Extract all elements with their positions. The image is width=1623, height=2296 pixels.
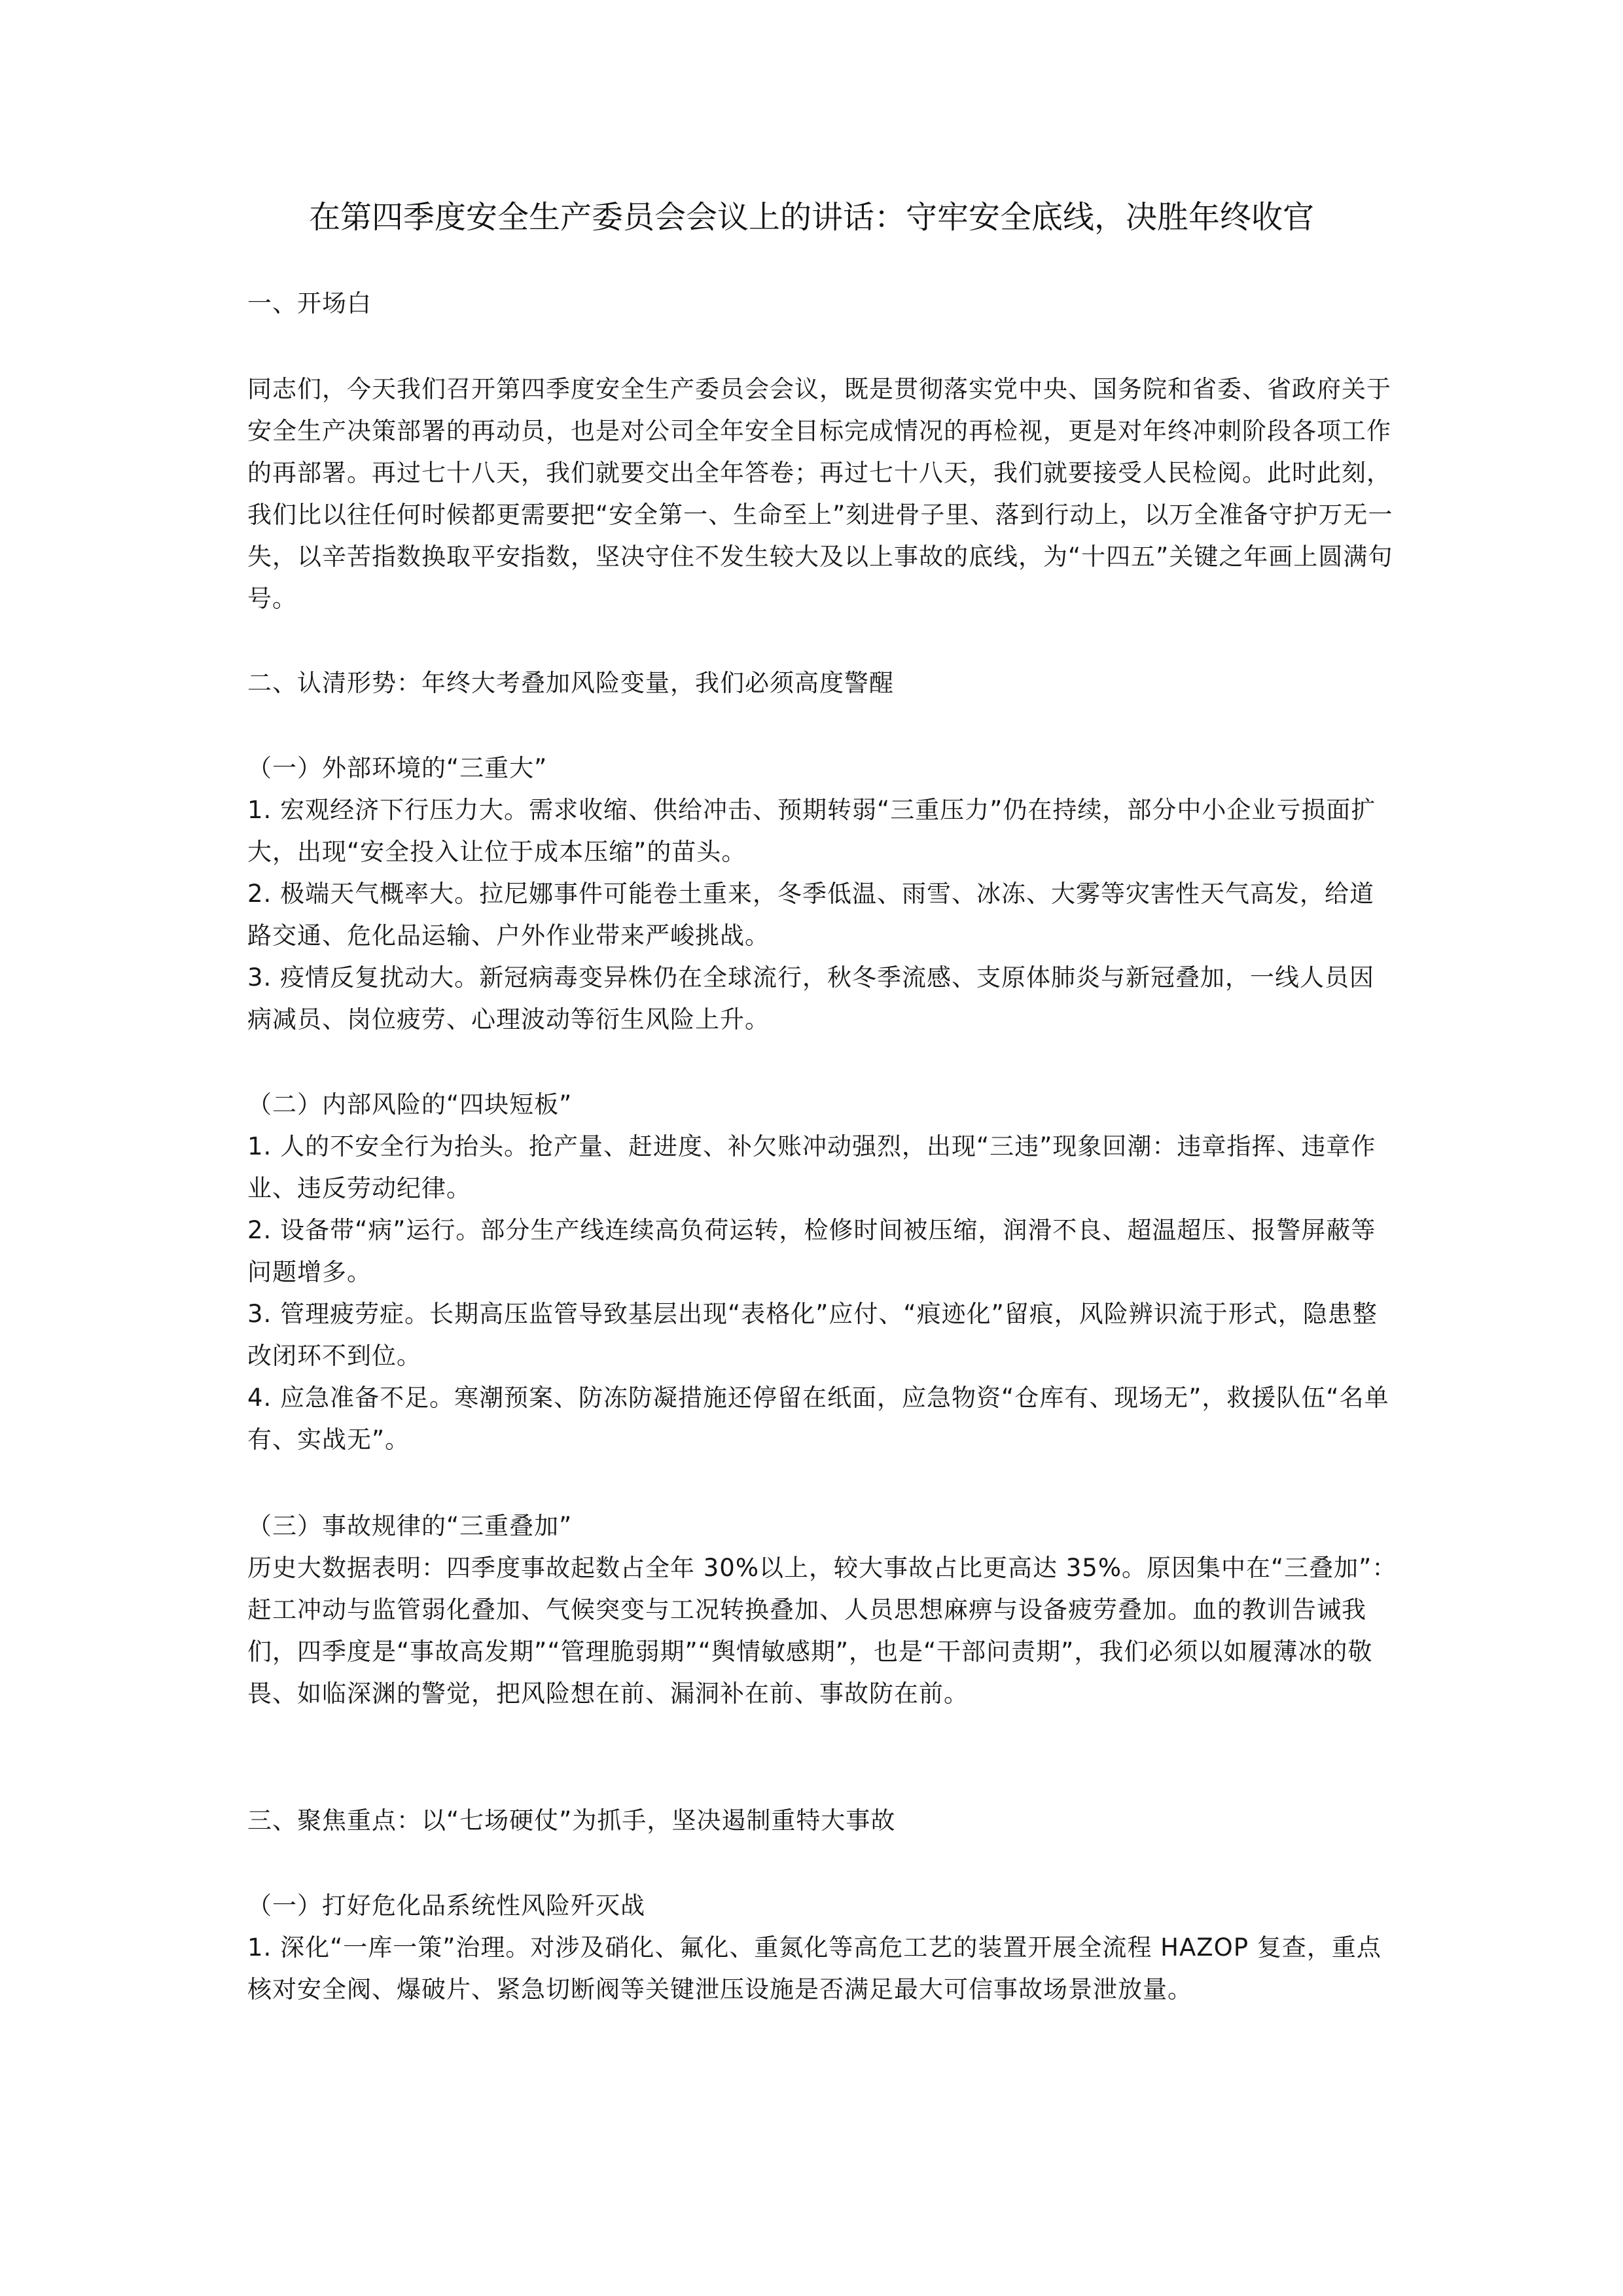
subsection-heading-hazchem: （一）打好危化品系统性风险歼灭战 bbox=[247, 1892, 645, 1920]
paragraph-opening bbox=[247, 368, 1399, 620]
list-item: 4. 应急准备不足。寒潮预案、防冻防凝措施还停留在纸面，应急物资“仓库有、现场无”，救援队伍“名单有、实战无”。 bbox=[247, 1384, 1389, 1454]
subsection-heading-internal: （二）内部风险的“四块短板” bbox=[247, 1090, 573, 1119]
list-item: 1. 深化“一库一策”治理。对涉及硝化、氟化、重氮化等高危工艺的装置开展全流程 HAZOP 复查，重点核对安全阀、爆破片、紧急切断阀等关键泄压设施是否满足最大可信事故场景泄放量。 bbox=[247, 1933, 1382, 2003]
list-item: 3. 疫情反复扰动大。新冠病毒变异株仍在全球流行，秋冬季流感、支原体肺炎与新冠叠加，一线人员因病减员、岗位疲劳、心理波动等衍生风险上升。 bbox=[247, 963, 1375, 1033]
list-hazchem bbox=[247, 1927, 1399, 2011]
paragraph-patterns bbox=[247, 1547, 1399, 1715]
list-item: 1. 宏观经济下行压力大。需求收缩、供给冲击、预期转弱“三重压力”仍在持续，部分中小企业亏损面扩大，出现“安全投入让位于成本压缩”的苗头。 bbox=[247, 796, 1376, 866]
list-item: 2. 设备带“病”运行。部分生产线连续高负荷运转，检修时间被压缩，润滑不良、超温超压、报警屏蔽等问题增多。 bbox=[247, 1216, 1376, 1286]
list-internal bbox=[247, 1126, 1399, 1461]
paragraph-text: 同志们，今天我们召开第四季度安全生产委员会会议，既是贯彻落实党中央、国务院和省委、省政府关于安全生产决策部署的再动员，也是对公司全年安全目标完成情况的再检视，更是对年终冲刺阶段各项工作的再部署。再过七十八天，我们就要交出全年答卷；再过七十八天，我们就要接受人民检阅。此时此刻，我们比以往任何时候都更需要把“安全第一、生命至上”刻进骨子里、落到行动上，以万全准备守护万无一失，以辛苦指数换取平安指数，坚决守住不发生较大及以上事故的底线，为“十四五”关键之年画上圆满句号。 bbox=[247, 375, 1393, 613]
paragraph-text: 历史大数据表明：四季度事故起数占全年 30%以上，较大事故占比更高达 35%。原因集中在“三叠加”：赶工冲动与监管弱化叠加、气候突变与工况转换叠加、人员思想麻痹与设备疲劳叠加。血的教训告诫我们，四季度是“事故高发期”“管理脆弱期”“舆情敏感期”，也是“干部问责期”，我们必须以如履薄冰的敬畏、如临深渊的警觉，把风险想在前、漏洞补在前、事故防在前。 bbox=[247, 1554, 1397, 1708]
section-heading-focus: 三、聚焦重点：以“七场硬仗”为抓手，坚决遏制重特大事故 bbox=[247, 1806, 896, 1835]
list-item: 2. 极端天气概率大。拉尼娜事件可能卷土重来，冬季低温、雨雪、冰冻、大雾等灾害性天气高发，给道路交通、危化品运输、户外作业带来严峻挑战。 bbox=[247, 880, 1375, 950]
list-item: 1. 人的不安全行为抬头。抢产量、赶进度、补欠账冲动强烈，出现“三违”现象回潮：违章指挥、违章作业、违反劳动纪律。 bbox=[247, 1132, 1376, 1202]
section-heading-opening: 一、开场白 bbox=[247, 289, 372, 317]
document-title: 在第四季度安全生产委员会会议上的讲话：守牢安全底线，决胜年终收官 bbox=[308, 199, 1314, 236]
list-item: 3. 管理疲劳症。长期高压监管导致基层出现“表格化”应付、“痕迹化”留痕，风险辨识流于形式，隐患整改闭环不到位。 bbox=[247, 1300, 1378, 1370]
subsection-heading-patterns: （三）事故规律的“三重叠加” bbox=[247, 1512, 573, 1540]
list-external bbox=[247, 789, 1399, 1041]
section-heading-situation: 二、认清形势：年终大考叠加风险变量，我们必须高度警醒 bbox=[247, 669, 894, 697]
subsection-heading-external: （一）外部环境的“三重大” bbox=[247, 754, 548, 782]
